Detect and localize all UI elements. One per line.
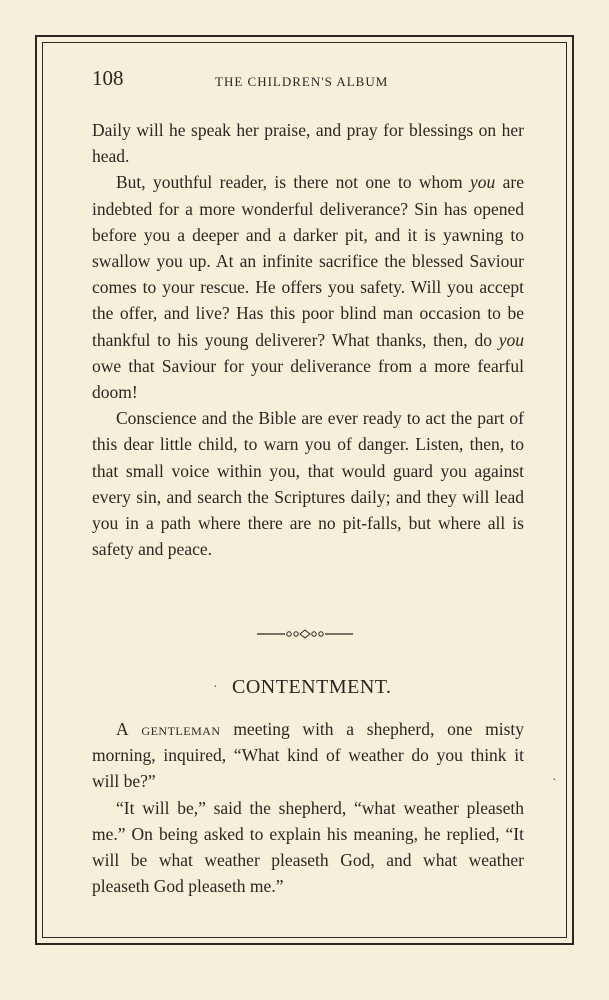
- section-paragraph-2: “It will be,” said the shepherd, “what weather pleaseth me.” On being asked to explain his meaning, he replied, “It will be what weather pleaseth God, and what weather pleaseth God pleaseth me.”: [92, 797, 524, 897]
- section-paragraph-1-text: meeting with a shepherd, one misty morning, inquired, “What kind of weather do you think it will be?”: [92, 719, 524, 792]
- paragraph-2-part2: are indebted for a more wonderful deliverance? Sin has opened before you a deeper and a darker pit, and it is yawning to swallow you up. At an infinite sacrifice the blessed Saviour comes to your rescue. He offers you safety. Will you accept the offer, and live? Has this poor blind man occasion to be thankful to his young deliverer? What thanks, then, do: [92, 172, 524, 350]
- paragraph-2-part3: owe that Saviour for your deliverance from a more fearful doom!: [92, 355, 524, 403]
- paragraph-2-part1: But, youthful reader, is there not one to whom: [116, 172, 471, 193]
- running-title: THE CHILDREN'S ALBUM: [215, 74, 389, 89]
- section-heading: CONTENTMENT.: [232, 676, 392, 698]
- paragraph-2-emphasis-2: you: [498, 329, 524, 350]
- section-divider-ornament: [257, 627, 353, 641]
- section-paragraph-1-lead: A gentleman: [116, 719, 221, 739]
- body-text-section: [92, 716, 524, 899]
- paragraph-3: Conscience and the Bible are ever ready to act the part of this dear little child, to warn you of danger. Listen, then, to that small voice within you, that would guard you against every sin, and search the Scriptures daily; and they will lead you in a path where there are no pit-falls, but where all is safety and peace.: [92, 408, 524, 560]
- page-number: 108: [92, 66, 124, 90]
- paragraph-2: [92, 169, 524, 405]
- body-text-top: [92, 117, 524, 562]
- section-paragraph-1: [92, 716, 524, 795]
- page-header: [92, 66, 524, 96]
- stray-mark: ·: [552, 773, 557, 788]
- paragraph-2-emphasis-1: you: [470, 172, 496, 193]
- paragraph-1: Daily will he speak her praise, and pray for blessings on her head.: [92, 120, 524, 167]
- stray-mark: ·: [213, 680, 218, 695]
